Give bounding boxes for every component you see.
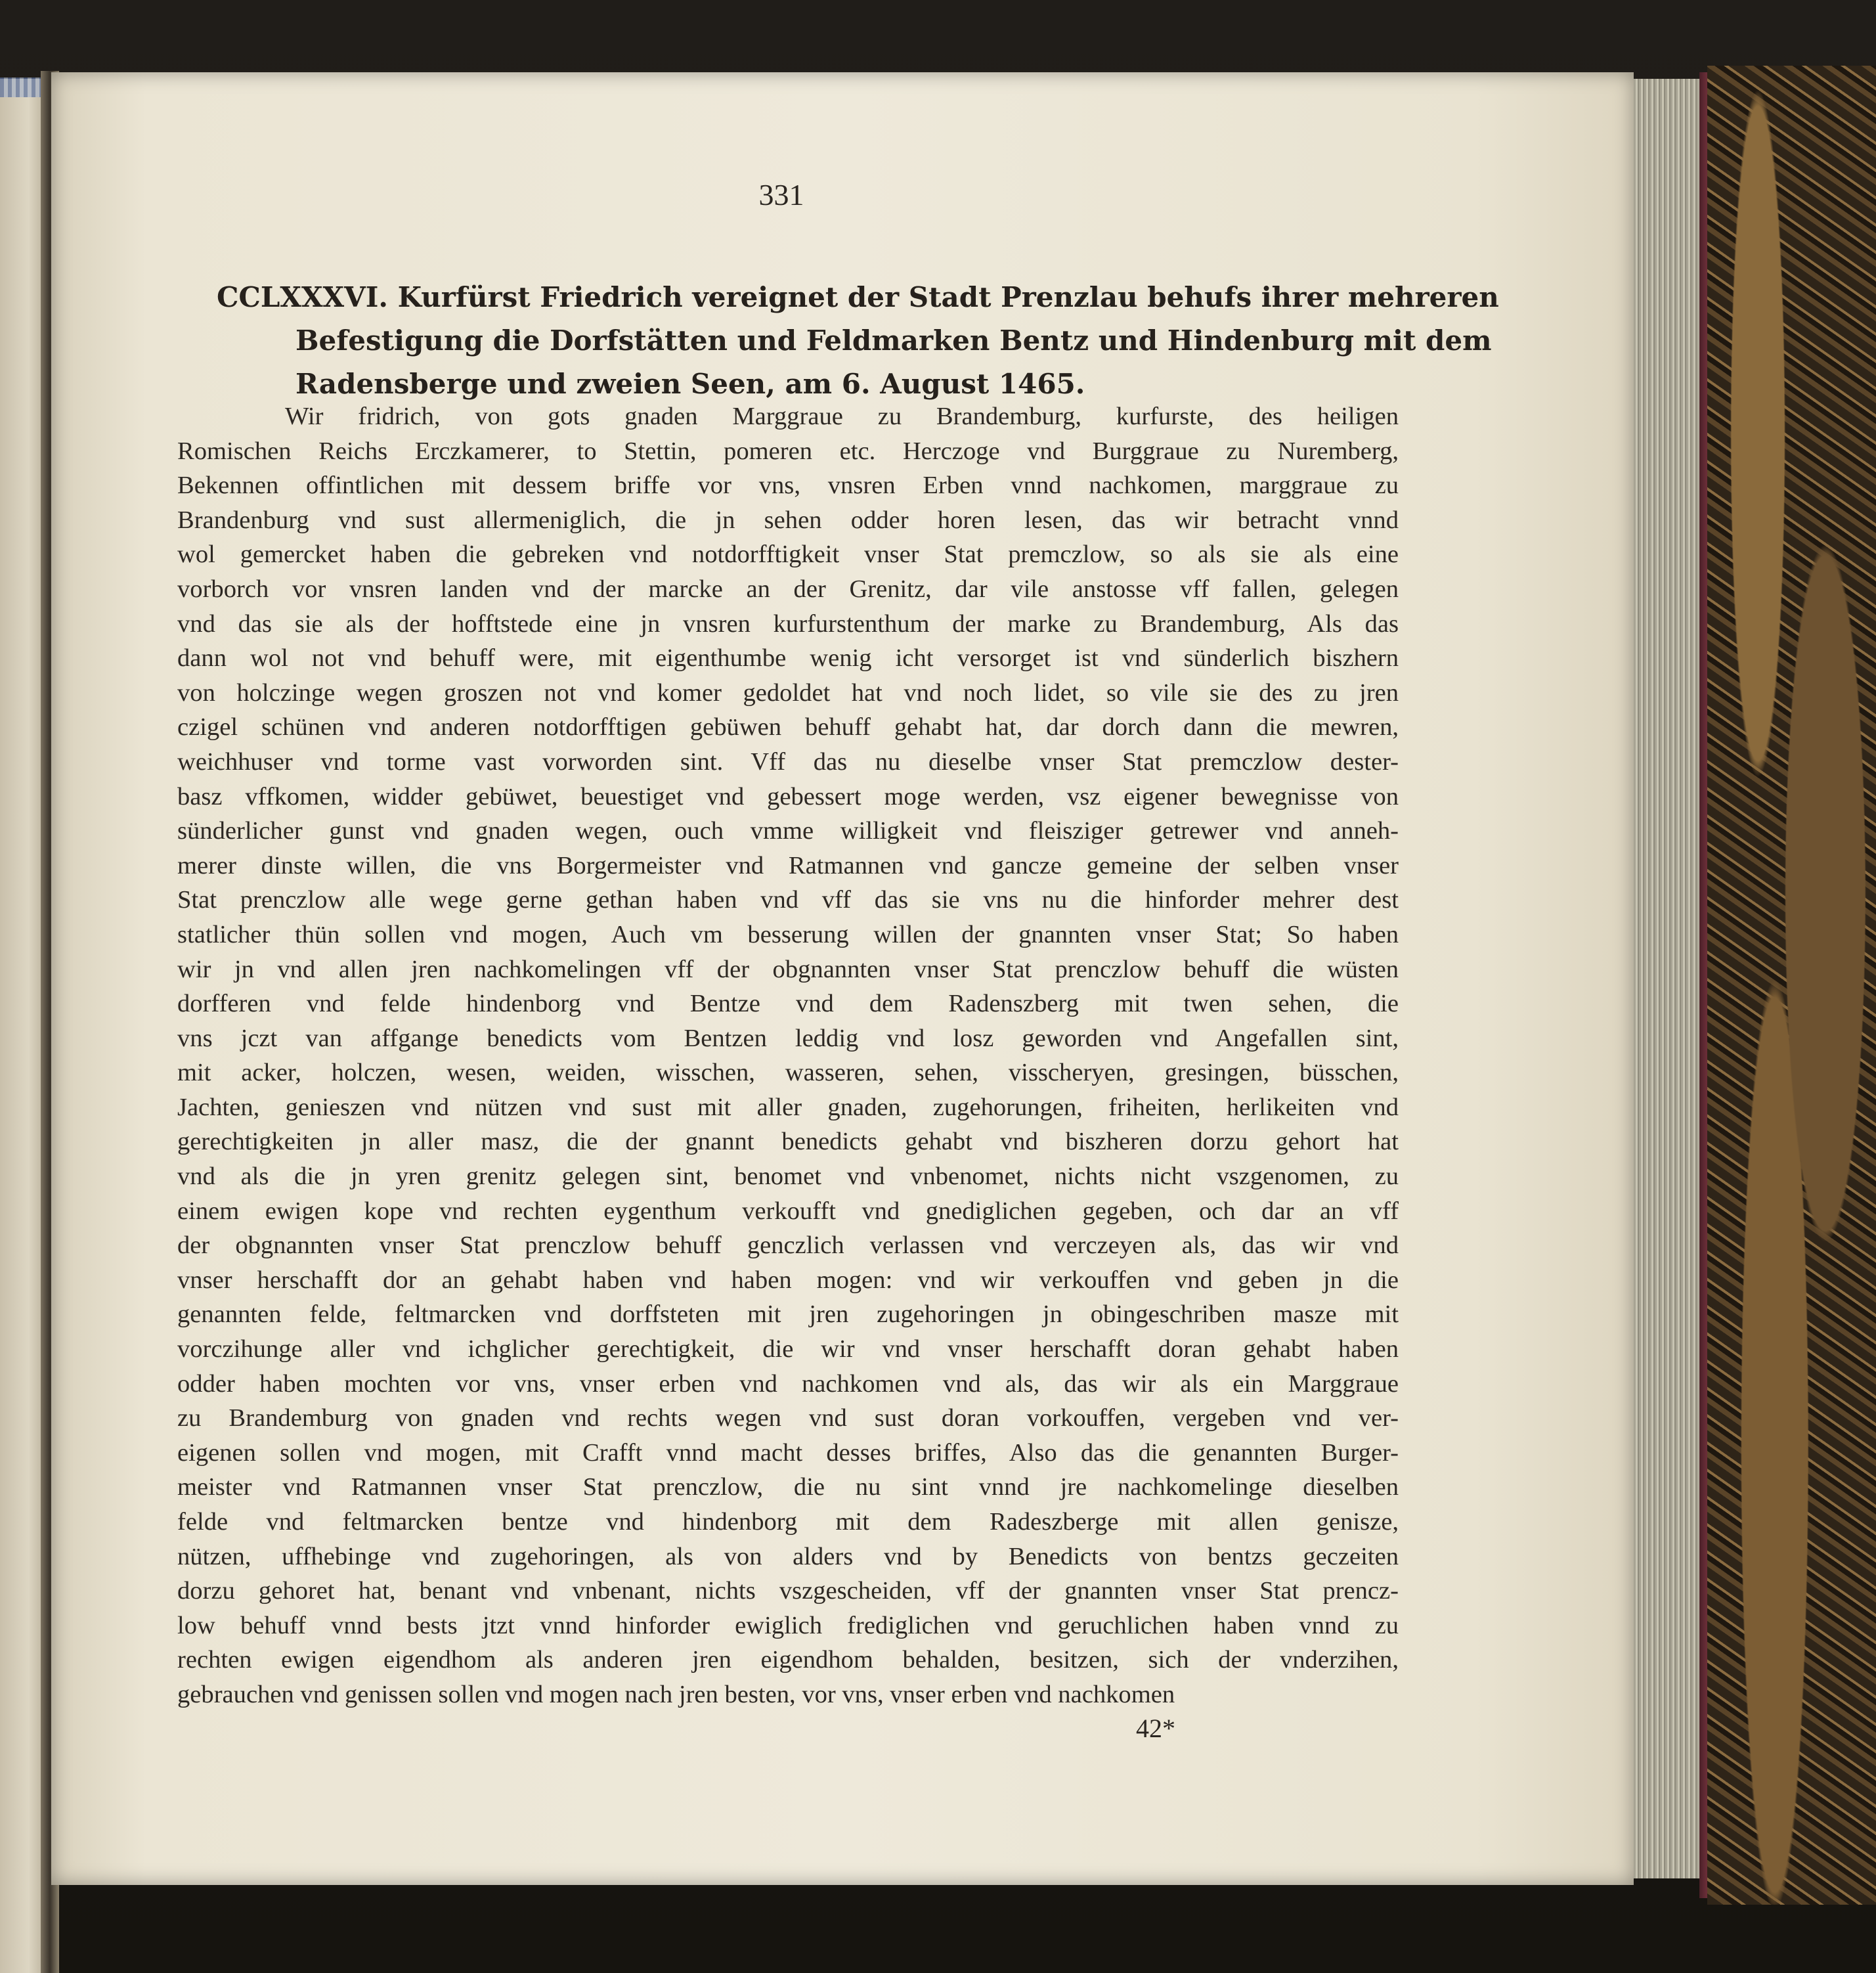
body-line: gerechtigkeiten jn aller masz, die der gnannt benedicts gehabt vnd biszheren dorzu gehort hat — [177, 1128, 1399, 1156]
heading-line-2: Befestigung die Dorfstätten und Feldmarken Bentz und Hindenburg mit dem — [295, 324, 1492, 357]
document-body — [177, 399, 1399, 1712]
marbled-cover — [1707, 66, 1876, 1905]
body-line: weichhuser vnd torme vast vorworden sint. Vff das nu dieselbe vnser Stat premczlow dester- — [177, 747, 1399, 776]
heading-line-3: Radensberge und zweien Seen, am 6. August 1465. — [295, 368, 1085, 400]
body-line: wol gemercket haben die gebreken vnd notdorfftigkeit vnser Stat premczlow, so als sie als eine — [177, 541, 1399, 569]
body-line: genannten felde, feltmarcken vnd dorffsteten mit jren zugehoringen jn obingeschriben masze mit — [177, 1300, 1399, 1329]
body-line: vorczihunge aller vnd ichglicher gerechtigkeit, die wir vnd vnser herschafft doran gehabt haben — [177, 1335, 1399, 1363]
body-line: nützen, uffhebinge vnd zugehoringen, als von alders vnd by Benedicts von bentzs geczeiten — [177, 1542, 1399, 1570]
document-heading — [217, 276, 1499, 406]
body-line: vnser herschafft dor an gehabt haben vnd haben mogen: vnd wir verkouffen vnd geben jn die — [177, 1266, 1399, 1294]
body-line: von holczinge wegen groszen not vnd komer gedoldet hat vnd noch lidet, so vile sie des zu jren — [177, 678, 1399, 707]
signature-mark: 42* — [1136, 1714, 1175, 1743]
body-line: Brandenburg vnd sust allermeniglich, die jn sehen odder horen lesen, das wir betracht vnnd — [177, 506, 1399, 534]
body-line: Bekennen offintlichen mit dessem briffe vor vns, vnsren Erben vnnd nachkomen, marggraue zu — [177, 472, 1399, 500]
body-line: Stat prenczlow alle wege gerne gethan haben vnd vff das sie vns nu die hinforder mehrer dest — [177, 886, 1399, 914]
body-line: zu Brandemburg von gnaden vnd rechts wegen vnd sust doran vorkouffen, vergeben vnd ver- — [177, 1404, 1399, 1432]
body-line: Romischen Reichs Erczkamerer, to Stettin, pomeren etc. Herczoge vnd Burggraue zu Nuremberg, — [177, 437, 1399, 465]
body-line: low behuff vnnd bests jtzt vnnd hinforder ewiglich frediglichen vnd geruchlichen haben vnnd zu — [177, 1611, 1399, 1639]
body-line: czigel schünen vnd anderen notdorfftigen gebüwen behuff gehabt hat, dar dorch dann die mewren, — [177, 713, 1399, 742]
body-line: dorzu gehoret hat, benant vnd vnbenant, nichts vszgescheiden, vff der gnannten vnser Stat prencz- — [177, 1577, 1399, 1605]
body-line: vorborch vor vnsren landen vnd der marcke an der Grenitz, dar vile anstosse vff fallen, gelegen — [177, 575, 1399, 603]
body-line: Wir fridrich, von gots gnaden Marggraue zu Brandemburg, kurfurste, des heiligen — [285, 403, 1399, 430]
body-line: wir jn vnd allen jren nachkomelingen vff der obgnannten vnser Stat prenczlow behuff die wüsten — [177, 955, 1399, 983]
page-number: 331 — [758, 178, 804, 211]
body-line: Jachten, genieszen vnd nützen vnd sust mit aller gnaden, zugehorungen, friheiten, herlikeiten vnd — [177, 1093, 1399, 1121]
body-line: vnd das sie als der hofftstede eine jn vnsren kurfurstenthum der marke zu Brandemburg, Als das — [177, 610, 1399, 638]
body-line: dann wol not vnd behuff were, mit eigenthumbe wenig icht versorget ist vnd sünderlich biszhern — [177, 644, 1399, 673]
body-line: merer dinste willen, die vns Borgermeister vnd Ratmannen vnd gancze gemeine der selben vnser — [177, 851, 1399, 879]
body-line: der obgnannten vnser Stat prenczlow behuff genczlich verlassen vnd verczeyen als, das wir vnd — [177, 1231, 1399, 1260]
body-line: statlicher thün sollen vnd mogen, Auch vm besserung willen der gnannten vnser Stat; So haben — [177, 920, 1399, 948]
body-line: vnd als die jn yren grenitz gelegen sint, benomet vnd vnbenomet, nichts nicht vszgenomen, zu — [177, 1163, 1399, 1191]
body-line: odder haben mochten vor vns, vnser erben vnd nachkomen vnd als, das wir als ein Marggraue — [177, 1369, 1399, 1398]
body-line: gebrauchen vnd genissen sollen vnd mogen nach jren besten, vor vns, vnser erben vnd nachkomen — [177, 1680, 1175, 1708]
body-line: basz vffkomen, widder gebüwet, beuestiget vnd gebessert moge werden, vsz eigener bewegnisse von — [177, 782, 1399, 810]
body-line: sünderlicher gunst vnd gnaden wegen, ouch vmme willigkeit vnd fleisziger getrewer vnd anneh- — [177, 817, 1399, 845]
body-line: einem ewigen kope vnd rechten eygenthum verkoufft vnd gnediglichen gegeben, och dar an vff — [177, 1197, 1399, 1225]
body-line: dorfferen vnd felde hindenborg vnd Bentze vnd dem Radenszberg mit twen sehen, die — [177, 990, 1399, 1018]
body-line: rechten ewigen eigendhom als anderen jren eigendhom behalden, besitzen, sich der vnderzihen, — [177, 1646, 1399, 1674]
body-line: eigenen sollen vnd mogen, mit Crafft vnnd macht desses briffes, Also das die genannten Burger- — [177, 1438, 1399, 1467]
body-line: mit acker, holczen, wesen, weiden, wisschen, wasseren, sehen, visscheryen, gresingen, büsschen, — [177, 1059, 1399, 1087]
body-line: felde vnd feltmarcken bentze vnd hindenborg mit dem Radeszberge mit allen genisze, — [177, 1508, 1399, 1536]
heading-line-1: CCLXXXVI. Kurfürst Friedrich vereignet der Stadt Prenzlau behufs ihrer mehreren — [217, 281, 1499, 313]
body-line: meister vnd Ratmannen vnser Stat prenczlow, die nu sint vnnd jre nachkomelinge dieselben — [177, 1473, 1399, 1501]
body-line: vns jczt van affgange benedicts vom Bentzen leddig vnd losz geworden vnd Angefallen sint, — [177, 1024, 1399, 1052]
